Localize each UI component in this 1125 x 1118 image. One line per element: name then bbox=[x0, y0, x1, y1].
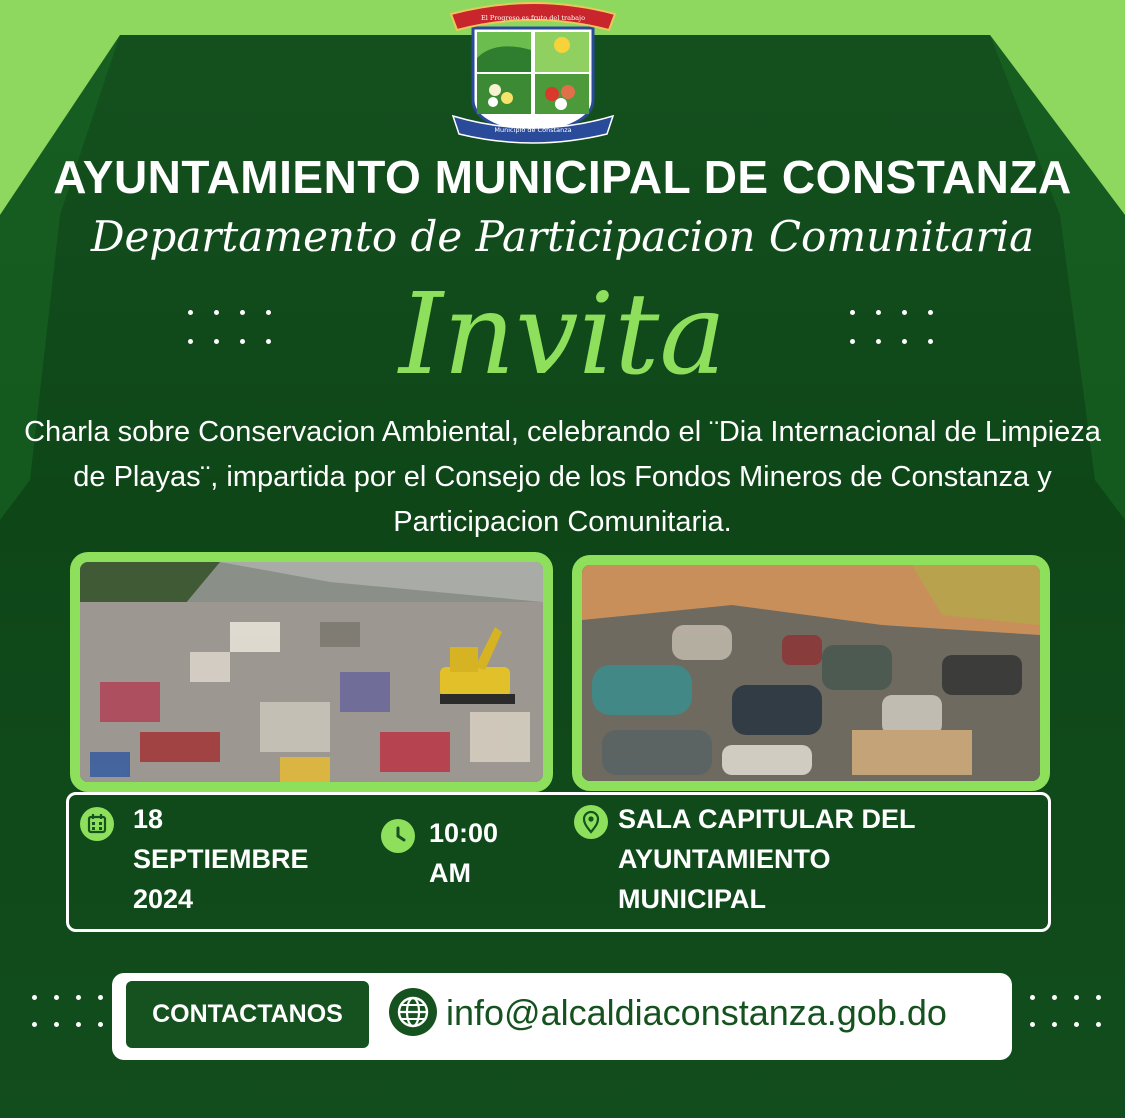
decorative-dots-bottom-right bbox=[1030, 995, 1101, 1027]
decorative-dots-right bbox=[850, 310, 933, 344]
crest-banner-text: El Progreso es fruto del trabajo bbox=[481, 14, 585, 22]
department-subtitle: Departamento de Participacion Comunitaria bbox=[90, 212, 1035, 261]
event-date: 18 SEPTIEMBRE 2024 bbox=[133, 804, 309, 914]
location-pin-icon bbox=[574, 805, 608, 839]
contact-button[interactable]: CONTACTANOS bbox=[126, 981, 369, 1048]
decorative-dots-bottom-left bbox=[32, 995, 103, 1027]
event-time: 10:00 AM bbox=[429, 818, 499, 888]
globe-icon bbox=[388, 987, 438, 1037]
garbage-pile-photo bbox=[572, 555, 1050, 791]
event-description: Charla sobre Conservacion Ambiental, celebrando el ¨Dia Internacional de Limpieza de Playas¨, impartida por el Consejo de los Fondos Mineros de Constanza y Participacion Comunitaria. bbox=[24, 416, 1101, 538]
contact-email-link[interactable]: info@alcaldiaconstanza.gob.do bbox=[446, 992, 947, 1033]
calendar-icon bbox=[80, 807, 114, 841]
invite-headline: Invita bbox=[398, 270, 727, 400]
clock-icon bbox=[381, 819, 415, 853]
contact-bar bbox=[112, 973, 1012, 1060]
page-title: AYUNTAMIENTO MUNICIPAL DE CONSTANZA bbox=[53, 151, 1072, 203]
crest-ribbon-text: Municipio de Constanza bbox=[494, 126, 572, 134]
municipal-crest-logo bbox=[445, 0, 620, 150]
event-location: SALA CAPITULAR DEL AYUNTAMIENTO MUNICIPAL bbox=[618, 804, 916, 914]
event-details-box bbox=[66, 792, 1051, 932]
landfill-photo bbox=[70, 552, 553, 792]
